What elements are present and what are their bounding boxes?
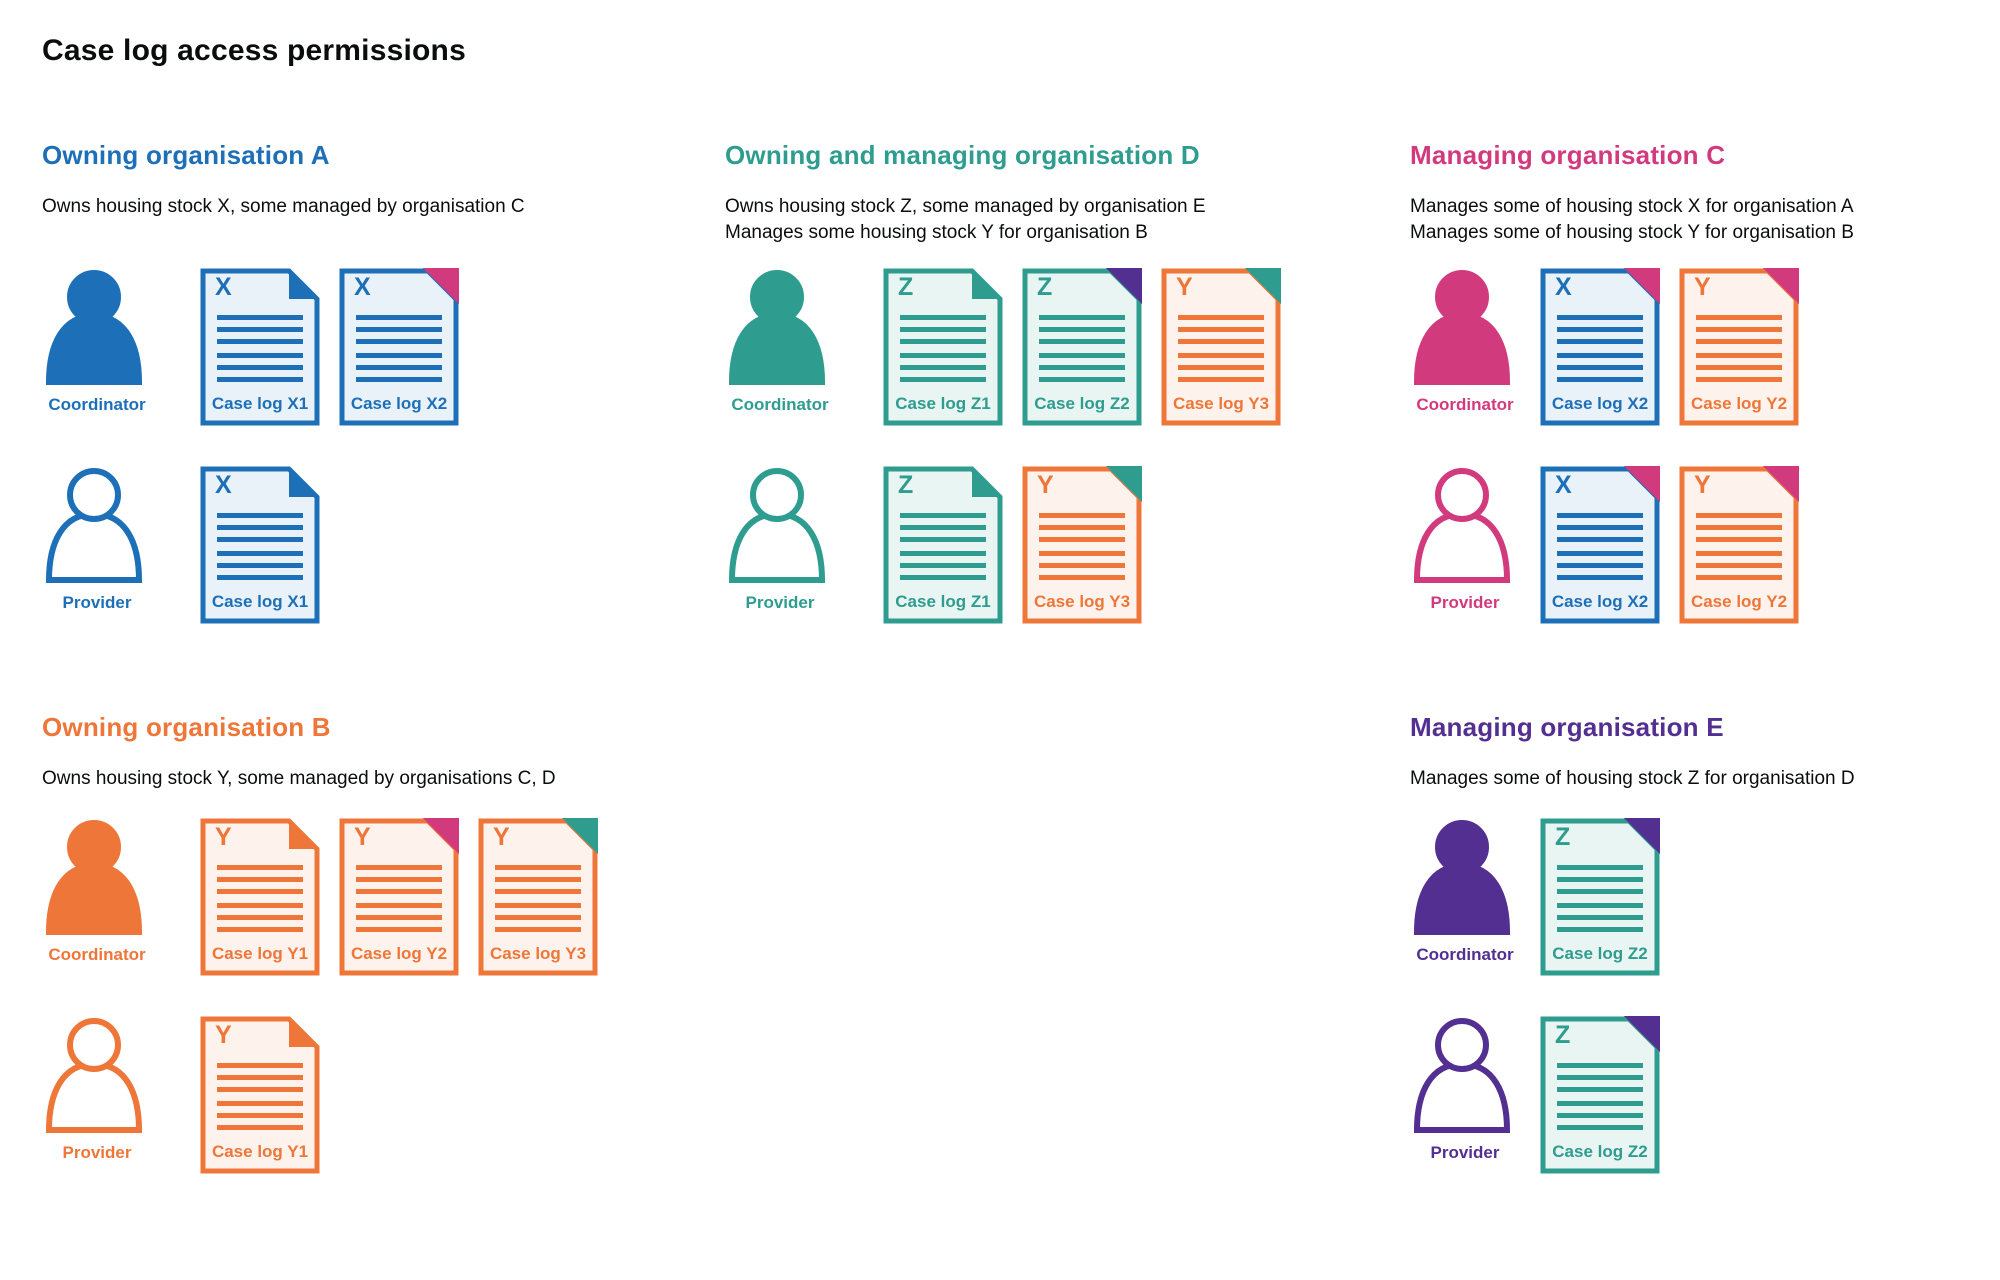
case-log-document [478,818,598,976]
case-log-document [883,466,1003,624]
page-title: Case log access permissions [42,34,466,67]
person-filled-icon [725,270,829,386]
case-log-document [200,466,320,624]
section-managing-organisation-e [1410,712,1990,1252]
coordinator-label: Coordinator [731,395,829,414]
doc-caption: Case log Z2 [1034,394,1130,413]
case-log-document [1540,1016,1660,1174]
section-owning-and-managing-organisation-d [725,140,1385,690]
folded-corner-icon [289,469,317,497]
section-description [42,766,556,792]
case-log-document [1540,268,1660,426]
section-heading: Owning and managing organisation D [725,140,1200,170]
person-outline-glyph [1410,1018,1514,1136]
doc-letter: X [1555,471,1572,499]
description-line: Manages some of housing stock Z for organisation D [1410,768,1855,789]
doc-caption: Case log Z1 [895,394,991,413]
coordinator-person [725,268,835,428]
provider-docs [1540,1016,1660,1174]
person-outline-glyph [42,1018,146,1136]
doc-letter: Z [1037,273,1053,301]
case-log-document [1022,268,1142,426]
provider-person [42,466,152,626]
person-outline-icon [42,468,146,584]
doc-letter: Z [1555,1021,1571,1049]
doc-caption: Case log Y3 [1033,592,1131,611]
coordinator-docs [200,818,598,976]
provider-person [1410,1016,1520,1176]
case-log-document [339,268,459,426]
section-owning-organisation-b [42,712,702,1252]
section-heading: Managing organisation E [1410,712,1724,742]
doc-letter: Z [898,471,914,499]
provider-person [42,1016,152,1176]
person-filled-icon [1410,820,1514,936]
folded-corner-icon [972,469,1000,497]
provider-docs [200,466,320,624]
case-log-document [883,268,1003,426]
provider-docs [1540,466,1799,624]
person-filled-glyph [42,820,146,938]
person-filled-icon [1410,270,1514,386]
case-log-document [200,268,320,426]
person-outline-glyph [725,468,829,586]
doc-letter: Y [215,823,232,851]
doc-letter: Y [1694,471,1711,499]
person-filled-glyph [725,270,829,388]
provider-person [1410,466,1520,626]
description-line: Manages some of housing stock X for organisation A [1410,196,1854,217]
person-outline-glyph [42,468,146,586]
doc-caption: Case log Y2 [1690,592,1788,611]
folded-corner-icon [289,821,317,849]
coordinator-docs [883,268,1281,426]
case-log-document [1679,466,1799,624]
case-log-document [200,1016,320,1174]
provider-label: Provider [1430,593,1500,612]
case-log-document [1540,466,1660,624]
description-line: Owns housing stock Y, some managed by organisations C, D [42,768,556,789]
section-heading: Owning organisation B [42,712,331,742]
doc-caption: Case log Z2 [1552,944,1648,963]
coordinator-label: Coordinator [1416,945,1514,964]
doc-letter: Y [493,823,510,851]
person-outline-icon [1410,1018,1514,1134]
case-log-document [200,818,320,976]
person-filled-glyph [1410,820,1514,938]
doc-caption: Case log Y2 [350,944,448,963]
coordinator-person [42,818,152,978]
folded-corner-icon [289,271,317,299]
coordinator-label: Coordinator [48,395,146,414]
section-description [725,194,1206,246]
person-outline-icon [1410,468,1514,584]
doc-caption: Case log X1 [211,592,309,611]
doc-letter: X [215,273,232,301]
folded-corner-icon [289,1019,317,1047]
doc-letter: X [215,471,232,499]
person-filled-glyph [42,270,146,388]
person-outline-icon [725,468,829,584]
section-description [1410,766,1855,792]
section-description [1410,194,1854,246]
case-log-document [339,818,459,976]
provider-label: Provider [62,1143,132,1162]
doc-letter: Z [1555,823,1571,851]
doc-letter: Y [1176,273,1193,301]
description-line: Owns housing stock X, some managed by organisation C [42,196,525,217]
person-outline-glyph [1410,468,1514,586]
doc-caption: Case log Y3 [1172,394,1270,413]
section-heading: Owning organisation A [42,140,330,170]
coordinator-person [42,268,152,428]
section-managing-organisation-c [1410,140,1990,690]
doc-letter: Y [1037,471,1054,499]
provider-label: Provider [1430,1143,1500,1162]
coordinator-person [1410,268,1520,428]
provider-label: Provider [745,593,815,612]
case-log-document [1022,466,1142,624]
person-outline-icon [42,1018,146,1134]
doc-caption: Case log Y1 [211,944,309,963]
coordinator-label: Coordinator [1416,395,1514,414]
section-heading: Managing organisation C [1410,140,1726,170]
doc-letter: X [1555,273,1572,301]
case-log-document [1161,268,1281,426]
case-log-document [1679,268,1799,426]
coordinator-person [1410,818,1520,978]
description-line: Manages some of housing stock Y for organisation B [1410,222,1854,243]
section-description [42,194,525,220]
provider-docs [883,466,1142,624]
provider-person [725,466,835,626]
provider-docs [200,1016,320,1174]
doc-caption: Case log Y3 [489,944,587,963]
provider-label: Provider [62,593,132,612]
coordinator-docs [1540,268,1799,426]
case-log-document [1540,818,1660,976]
doc-caption: Case log Y1 [211,1142,309,1161]
doc-letter: Y [354,823,371,851]
coordinator-docs [200,268,459,426]
description-line: Owns housing stock Z, some managed by organisation E [725,196,1206,217]
folded-corner-icon [972,271,1000,299]
section-owning-organisation-a [42,140,702,690]
doc-caption: Case log Y2 [1690,394,1788,413]
doc-caption: Case log X1 [211,394,309,413]
doc-caption: Case log Z2 [1552,1142,1648,1161]
doc-letter: X [354,273,371,301]
doc-caption: Case log X2 [1551,592,1649,611]
description-line: Manages some housing stock Y for organisation B [725,222,1148,243]
doc-letter: Y [215,1021,232,1049]
doc-caption: Case log X2 [1551,394,1649,413]
doc-letter: Z [898,273,914,301]
coordinator-label: Coordinator [48,945,146,964]
doc-caption: Case log X2 [350,394,448,413]
doc-letter: Y [1694,273,1711,301]
doc-caption: Case log Z1 [895,592,991,611]
person-filled-icon [42,270,146,386]
person-filled-glyph [1410,270,1514,388]
coordinator-docs [1540,818,1660,976]
person-filled-icon [42,820,146,936]
